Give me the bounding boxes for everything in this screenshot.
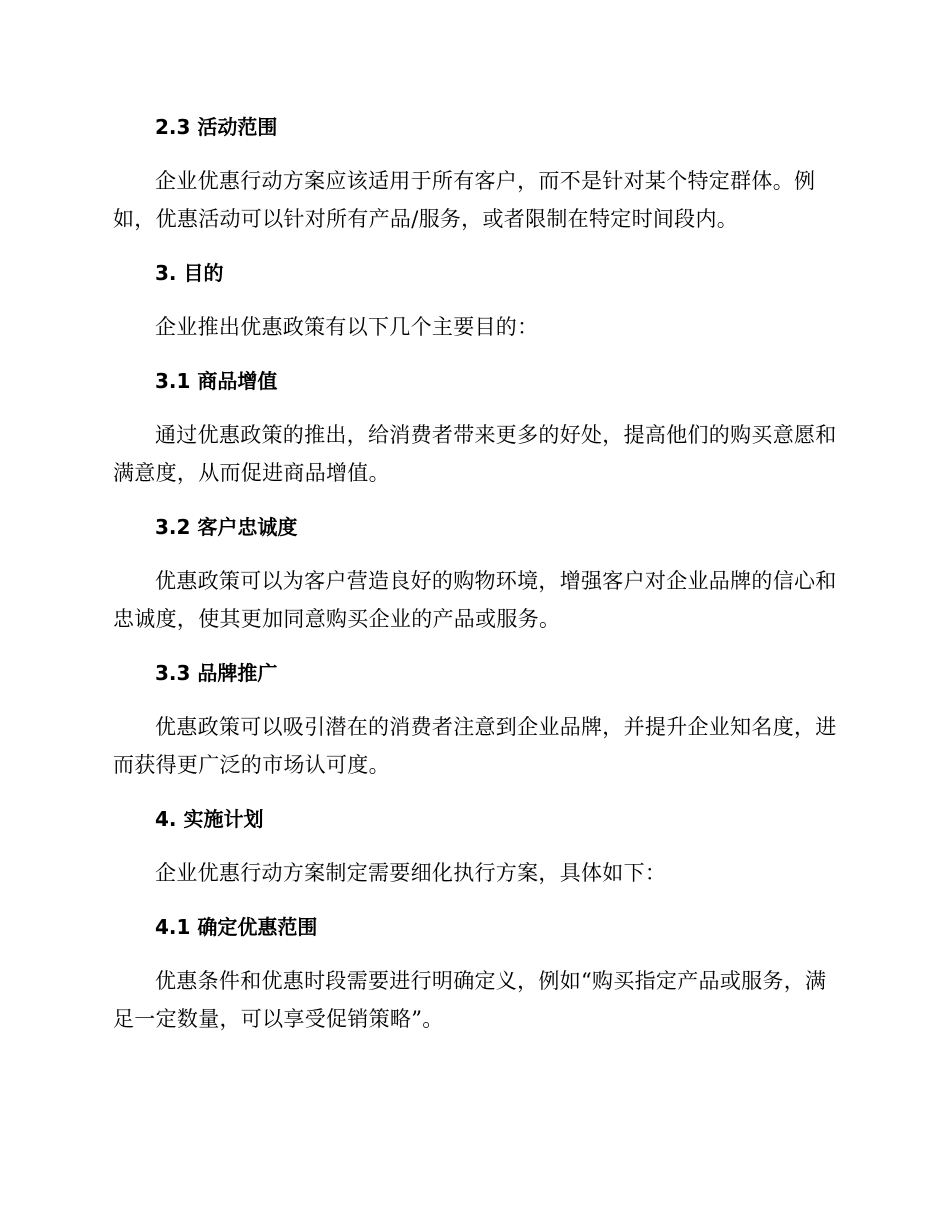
section-heading-4-1: 4.1 确定优惠范围: [155, 915, 318, 939]
section-heading-3-3: 3.3 品牌推广: [155, 661, 278, 685]
document-body: [113, 108, 838, 1038]
section-heading-4: 4. 实施计划: [155, 807, 264, 831]
paragraph-plan-intro: 企业优惠行动方案制定需要细化执行方案，具体如下：: [155, 861, 667, 885]
section-heading-3-2: 3.2 客户忠诚度: [155, 515, 298, 539]
section-heading-3: 3. 目的: [155, 261, 224, 285]
paragraph-brand-promotion: 优惠政策可以吸引潜在的消费者注意到企业品牌，并提升企业知名度，进而获得更广泛的市场认可度。: [113, 715, 837, 777]
paragraph-purpose-intro: 企业推出优惠政策有以下几个主要目的：: [155, 315, 539, 339]
paragraph-activity-scope: 企业优惠行动方案应该适用于所有客户，而不是针对某个特定群体。例如，优惠活动可以针对所有产品/服务，或者限制在特定时间段内。: [113, 169, 816, 231]
paragraph-product-value: 通过优惠政策的推出，给消费者带来更多的好处，提高他们的购买意愿和满意度，从而促进商品增值。: [113, 423, 837, 485]
paragraph-discount-scope: 优惠条件和优惠时段需要进行明确定义，例如“购买指定产品或服务，满足一定数量，可以享受促销策略”。: [113, 969, 827, 1031]
section-heading-2-3: 2.3 活动范围: [155, 115, 278, 139]
paragraph-customer-loyalty: 优惠政策可以为客户营造良好的购物环境，增强客户对企业品牌的信心和忠诚度，使其更加同意购买企业的产品或服务。: [113, 569, 837, 631]
section-heading-3-1: 3.1 商品增值: [155, 369, 278, 393]
